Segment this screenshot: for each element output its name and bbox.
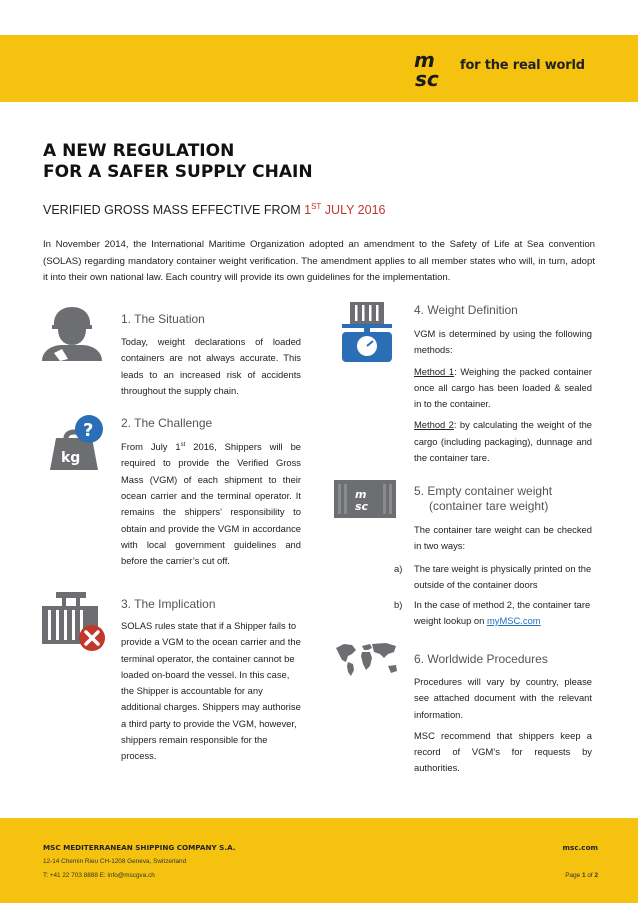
- subtitle-date: 1ST JULY 2016: [304, 202, 386, 218]
- footer-site-link[interactable]: msc.com: [562, 843, 598, 852]
- empty-list-item-b: b) In the case of method 2, the container tare weight lookup on myMSC.com: [394, 598, 591, 626]
- svg-text:m: m: [355, 488, 367, 501]
- method-2: Method 2: by calculating the weight of the cargo (including packaging), dunnage and the container tare.: [414, 419, 592, 464]
- challenge-title: 2. The Challenge: [121, 416, 213, 430]
- weight-body: [414, 326, 592, 466]
- mymsc-link[interactable]: myMSC.com: [486, 614, 541, 626]
- worldwide-body-2: MSC recommend that shippers keep a record of VGM’s for requests by authorities.: [414, 729, 592, 774]
- world-map-icon: [334, 640, 400, 678]
- page-title: [43, 141, 313, 183]
- worldwide-body: [414, 674, 592, 777]
- svg-text:sc: sc: [415, 67, 439, 89]
- worker-icon: [40, 303, 104, 361]
- empty-list-item-a: a) The tare weight is physically printed on the outside of the container doors: [394, 563, 592, 591]
- challenge-body: From July 1st 2016, Shippers will be required to provide the Verified Gross Mass (VGM) of each shipment to their ocean carrier and the terminal operator. It remains the shippers’ responsibility to obtain and provide the VGM in accordance with local government guidelines and before the carrier’s cut off.: [121, 441, 302, 567]
- page-number: Page 1 of 2: [565, 872, 598, 879]
- container-scale-icon: [336, 300, 398, 364]
- title-line-1: A NEW REGULATION: [43, 141, 235, 161]
- situation-body: Today, weight declarations of loaded containers are not always accurate. This leads to an increased risk of accidents throughout the supply chain.: [121, 336, 301, 396]
- title-line-2: FOR A SAFER SUPPLY CHAIN: [43, 162, 313, 182]
- implication-body: SOLAS rules state that if a Shipper fails to provide a VGM to the ocean carrier and the terminal operator, the container cannot be loaded on-board the vessel. In this case, the Shipper is accountable for any additional charges. Shippers may authorise a third party to provide the VGM, however, shippers remain responsible for the process.: [121, 620, 301, 762]
- empty-title: 5. Empty container weight (container tare weight): [414, 484, 553, 513]
- empty-list: [394, 561, 592, 629]
- subtitle-prefix: VERIFIED GROSS MASS EFFECTIVE FROM: [43, 203, 305, 218]
- msc-logo[interactable]: [412, 47, 452, 89]
- empty-intro: The container tare weight can be checked in two ways:: [414, 524, 592, 552]
- intro-paragraph: In November 2014, the International Maritime Organization adopted an amendment to the Safety of Life at Sea convention (SOLAS) regarding mandatory container weight verification. The amendment applies to all member states who will, in turn, adopt it into their own national law. Each country will provide its own guidelines for the implementation.: [43, 239, 595, 283]
- footer-address: 12-14 Chemin Rieu CH-1208 Geneva, Switzerland: [43, 858, 187, 865]
- svg-text:?: ?: [83, 420, 94, 441]
- worldwide-body-1: Procedures will vary by country, please see attached document with the relevant information.: [414, 676, 592, 720]
- container-reject-icon: [40, 590, 106, 654]
- situation-title: 1. The Situation: [121, 312, 205, 326]
- weight-intro: VGM is determined by using the following methods:: [414, 328, 592, 356]
- method-1: Method 1: Weighing the packed container once all cargo has been loaded & sealed in to the container.: [414, 365, 592, 410]
- worldwide-title: 6. Worldwide Procedures: [414, 652, 548, 666]
- msc-container-icon: [334, 478, 396, 520]
- implication-title: 3. The Implication: [121, 597, 216, 611]
- svg-text:kg: kg: [61, 450, 81, 466]
- tagline: for the real world: [460, 58, 585, 73]
- footer-contact: T: +41 22 703 8888 E: info@mscgva.ch: [43, 872, 155, 879]
- subtitle: [43, 202, 386, 217]
- svg-text:m: m: [414, 48, 435, 72]
- svg-text:sc: sc: [355, 500, 369, 513]
- kg-weight-icon: [42, 412, 106, 474]
- weight-title: 4. Weight Definition: [414, 303, 518, 317]
- footer-company: MSC MEDITERRANEAN SHIPPING COMPANY S.A.: [43, 843, 236, 852]
